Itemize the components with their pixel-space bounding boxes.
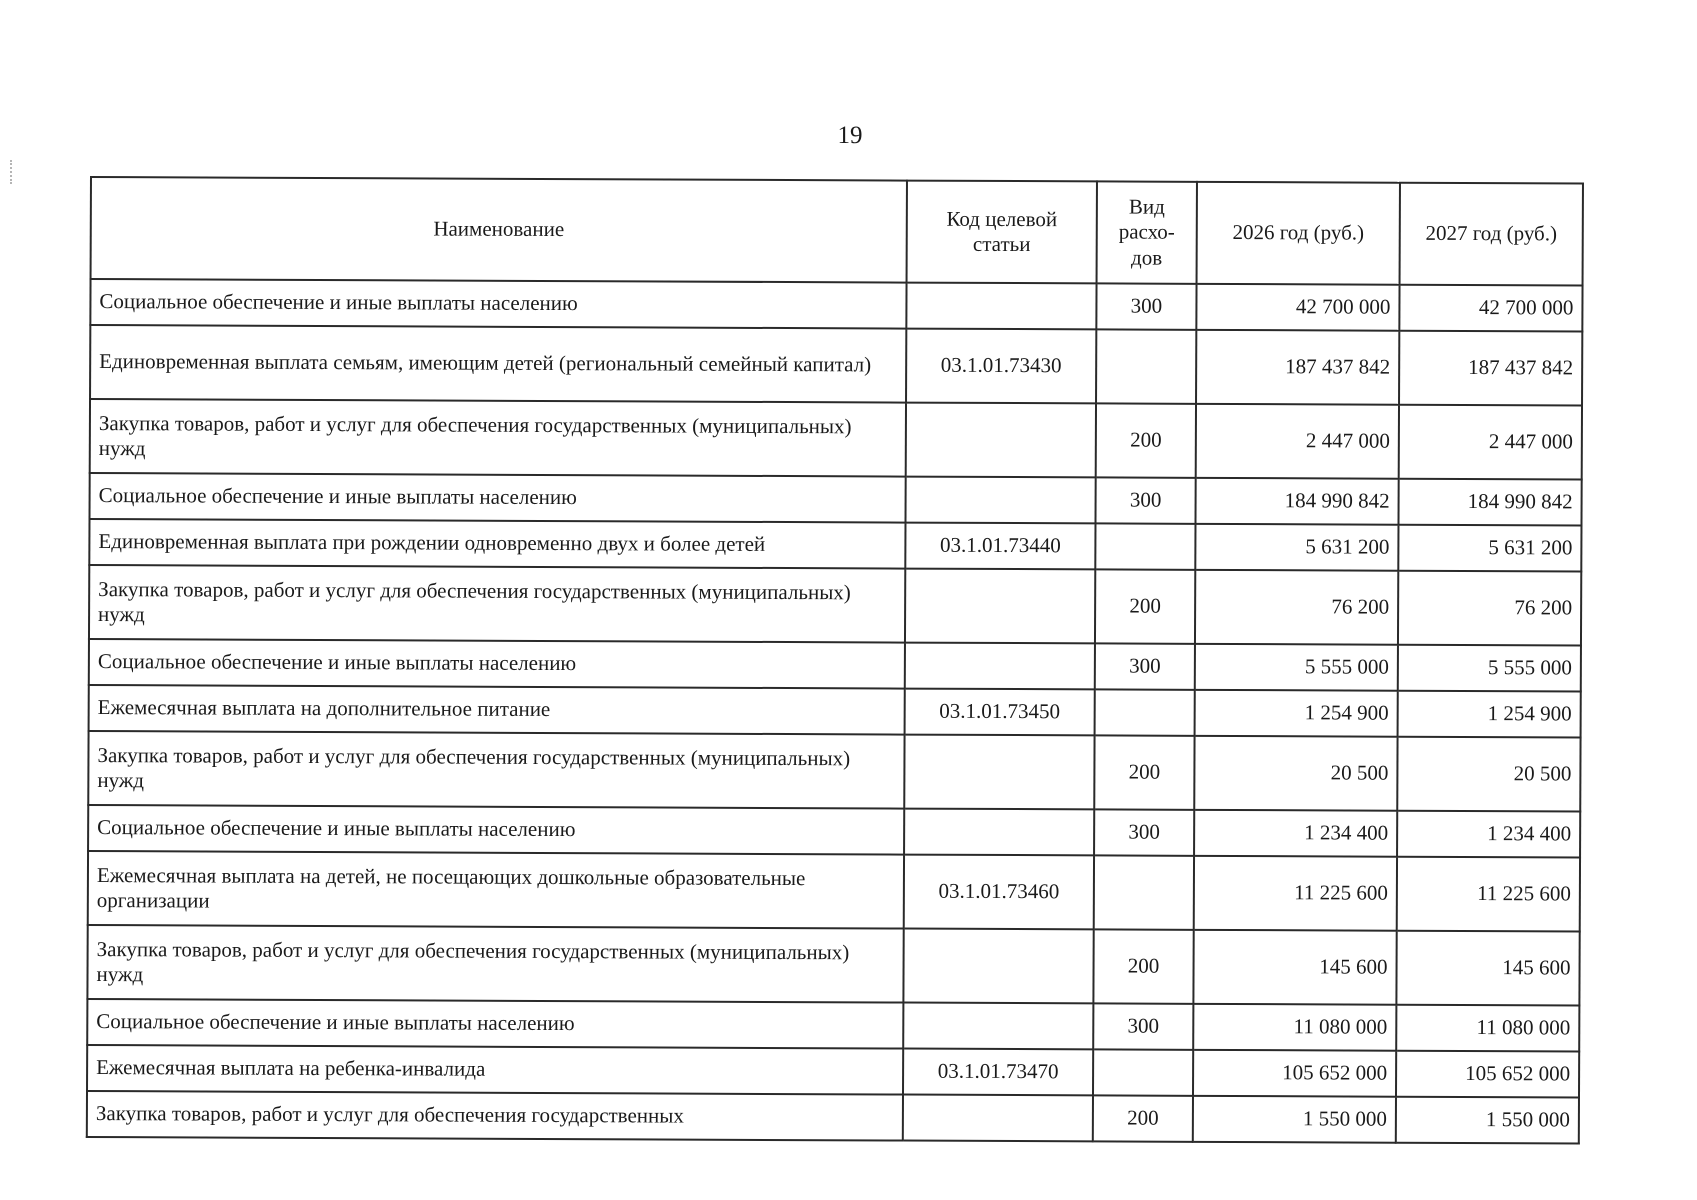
cell-kind: 300: [1096, 283, 1196, 329]
cell-2027: 1 234 400: [1397, 811, 1580, 858]
cell-kind: 200: [1094, 735, 1194, 809]
cell-code: 03.1.01.73460: [904, 855, 1094, 930]
cell-name: Социальное обеспечение и иные выплаты населению: [90, 279, 906, 329]
header-kind: Вид расхо-дов: [1097, 181, 1197, 283]
cell-name: Ежемесячная выплата на ребенка-инвалида: [87, 1045, 903, 1095]
cell-2026: 184 990 842: [1195, 478, 1398, 525]
cell-kind: 300: [1094, 809, 1194, 855]
cell-kind: 300: [1095, 643, 1195, 689]
cell-kind: 200: [1093, 1095, 1193, 1141]
table-row: [90, 473, 1582, 526]
budget-table: [86, 176, 1584, 1145]
cell-name: Социальное обеспечение и иные выплаты населению: [90, 473, 906, 523]
cell-2026: 5 631 200: [1195, 524, 1398, 571]
table-row: [88, 805, 1580, 858]
cell-name: Закупка товаров, работ и услуг для обеспечения государственных (муниципальных) нужд: [90, 399, 906, 477]
cell-2026: 105 652 000: [1193, 1050, 1396, 1097]
cell-2027: 76 200: [1398, 571, 1581, 646]
table-row: [87, 999, 1579, 1052]
cell-2027: 5 555 000: [1398, 645, 1581, 692]
cell-2026: 187 437 842: [1196, 330, 1399, 405]
table-row: [89, 685, 1581, 738]
cell-kind: [1095, 689, 1195, 735]
cell-name: Закупка товаров, работ и услуг для обеспечения государственных (муниципальных) нужд: [89, 565, 905, 643]
header-2026: 2026 год (руб.): [1197, 182, 1400, 285]
cell-2027: 105 652 000: [1396, 1051, 1579, 1098]
cell-name: Ежемесячная выплата на дополнительное питание: [89, 685, 905, 735]
cell-name: Социальное обеспечение и иные выплаты населению: [87, 999, 903, 1049]
table-row: [89, 519, 1581, 572]
table-row: [90, 279, 1582, 332]
cell-name: Закупка товаров, работ и услуг для обеспечения государственных: [87, 1091, 903, 1141]
cell-name: Закупка товаров, работ и услуг для обеспечения государственных (муниципальных) нужд: [87, 925, 903, 1003]
scan-artifact: [10, 160, 20, 184]
cell-2027: 2 447 000: [1399, 405, 1582, 480]
cell-2026: 1 234 400: [1194, 810, 1397, 857]
cell-2027: 5 631 200: [1398, 525, 1581, 572]
cell-kind: [1096, 329, 1196, 403]
cell-code: 03.1.01.73440: [905, 523, 1095, 570]
table-row: [90, 399, 1582, 480]
cell-code: [906, 403, 1096, 478]
cell-name: Социальное обеспечение и иные выплаты населению: [89, 639, 905, 689]
table-row: [87, 1045, 1579, 1098]
cell-2026: 145 600: [1193, 930, 1396, 1005]
cell-code: 03.1.01.73470: [903, 1049, 1093, 1096]
header-name: Наименование: [91, 177, 907, 283]
cell-code: [903, 929, 1093, 1004]
cell-code: [905, 643, 1095, 690]
header-2027: 2027 год (руб.): [1400, 183, 1583, 286]
cell-2027: 187 437 842: [1399, 331, 1582, 406]
table-row: [90, 325, 1582, 406]
cell-name: Социальное обеспечение и иные выплаты населению: [88, 805, 904, 855]
cell-kind: 200: [1093, 929, 1193, 1003]
cell-2027: 11 080 000: [1396, 1005, 1579, 1052]
cell-kind: [1094, 855, 1194, 929]
cell-name: Закупка товаров, работ и услуг для обеспечения государственных (муниципальных) нужд: [88, 731, 904, 809]
cell-2026: 2 447 000: [1196, 404, 1399, 479]
cell-2027: 145 600: [1396, 931, 1579, 1006]
cell-code: 03.1.01.73430: [906, 329, 1096, 404]
cell-kind: 300: [1095, 477, 1195, 523]
cell-2026: 11 225 600: [1194, 856, 1397, 931]
cell-name: Ежемесячная выплата на детей, не посещающих дошкольные образовательные организации: [88, 851, 904, 929]
cell-code: [905, 569, 1095, 644]
cell-code: [905, 477, 1095, 524]
cell-2027: 20 500: [1397, 737, 1580, 812]
cell-code: [904, 809, 1094, 856]
cell-code: [906, 283, 1096, 330]
table-row: [89, 639, 1581, 692]
table-row: [89, 565, 1581, 646]
table-row: [88, 731, 1580, 812]
cell-name: Единовременная выплата семьям, имеющим детей (региональный семейный капитал): [90, 325, 906, 403]
cell-2026: 11 080 000: [1193, 1004, 1396, 1051]
cell-2026: 5 555 000: [1195, 644, 1398, 691]
cell-2027: 42 700 000: [1399, 285, 1582, 332]
cell-kind: 200: [1095, 569, 1195, 643]
cell-code: [903, 1095, 1093, 1142]
cell-2026: 20 500: [1194, 736, 1397, 811]
cell-code: 03.1.01.73450: [905, 689, 1095, 736]
cell-2026: 1 550 000: [1193, 1096, 1396, 1143]
cell-name: Единовременная выплата при рождении одновременно двух и более детей: [89, 519, 905, 569]
cell-code: [903, 1003, 1093, 1050]
cell-kind: 300: [1093, 1003, 1193, 1049]
cell-kind: 200: [1096, 403, 1196, 477]
cell-code: [904, 735, 1094, 810]
cell-2027: 11 225 600: [1397, 857, 1580, 932]
cell-2027: 184 990 842: [1398, 479, 1581, 526]
table-row: [87, 1091, 1579, 1144]
cell-kind: [1093, 1049, 1193, 1095]
page-number: 19: [837, 122, 863, 149]
cell-2027: 1 550 000: [1396, 1097, 1579, 1144]
table-row: [87, 925, 1579, 1006]
cell-2026: 76 200: [1195, 570, 1398, 645]
header-code: Код целевой статьи: [907, 181, 1097, 284]
table-header-row: [91, 177, 1583, 286]
cell-2026: 42 700 000: [1196, 284, 1399, 331]
cell-2027: 1 254 900: [1398, 691, 1581, 738]
cell-2026: 1 254 900: [1195, 690, 1398, 737]
cell-kind: [1095, 523, 1195, 569]
table-row: [88, 851, 1580, 932]
